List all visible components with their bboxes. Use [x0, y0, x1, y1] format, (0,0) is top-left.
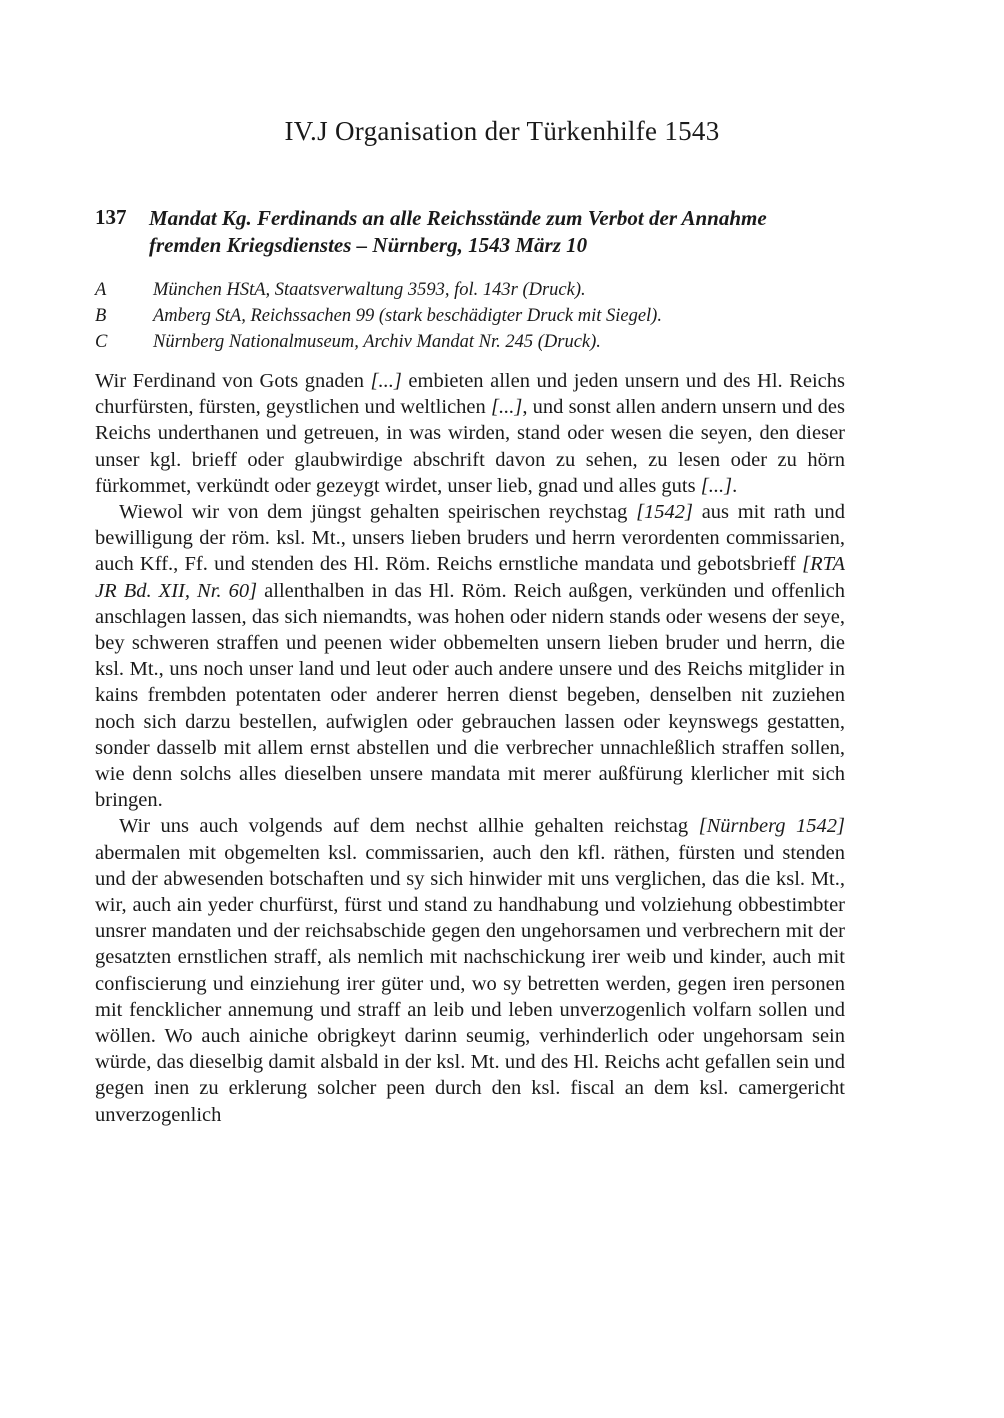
paragraph-text: , und sonst allen andern unsern und des Reichs underthanen und getreuen, in was wirden, stand oder wesen die seyen, den dieser unser kgl. brieff oder glaubwirdige abschrift davon zu sehen, zu lesen oder zu hörn fürkommet, verkündt oder gezeygt wirdet, unser lieb, gnad und alles guts [95, 396, 845, 497]
paragraph-text: embieten allen und jeden unsern und des Hl. Reichs churfürsten, fürsten, geystlichen und weltlichen [95, 370, 845, 419]
body-paragraph [95, 813, 845, 1127]
document-title [149, 205, 849, 259]
document-title-line-2: fremden Kriegsdienstes – Nürnberg, 1543 März 10 [149, 233, 588, 257]
editorial-insertion: [1542] [636, 501, 694, 524]
paragraph-text: Wir uns auch volgends auf dem nechst allhie gehalten reichstag [119, 815, 699, 838]
editorial-insertion: [...] [490, 396, 523, 419]
document-number: 137 [95, 205, 127, 229]
body-paragraph [95, 499, 845, 813]
paragraph-text: Wir Ferdinand von Gots gnaden [95, 370, 371, 392]
source-siglum: C [95, 332, 108, 352]
source-text: Amberg StA, Reichssachen 99 (stark beschädigter Druck mit Siegel). [153, 306, 662, 326]
paragraph-text: abermalen mit obgemelten ksl. commissarien, auch den kfl. räthen, fürsten und stenden und der abwesenden botschaften und sy sich hinwider mit uns verglichen, das die ksl. Mt., wir, auch ain yeder churfürst, fürst und stand zu handhabung und volziehung obbestimbter unsrer mandaten und der reichsabschide gegen den ungehorsamen und verbrechern mit der gesatzten ernstlichen straff, als nemlich mit nachschickung irer weib und kinder, auch mit confiscierung und einziehung irer güter und, wo sy betretten werden, gegen iren personen mit fencklicher annemung und straff an leib und leben unverzogenlich volfarn sollen und wöllen. Wo auch ainiche obrigkeyt darinn seumig, verhinderlich oder ungehorsam sein würde, das dieselbig damit alsbald in der ksl. Mt. und des Hl. Reichs acht gefallen sein und gegen inen zu erklerung solcher peen durch den ksl. fiscal an dem ksl. camergericht unverzogenlich [95, 841, 845, 1126]
source-entry [95, 280, 855, 306]
editorial-insertion: [...] [370, 370, 402, 392]
paragraph-text: . [732, 474, 738, 497]
source-entry [95, 306, 855, 332]
body-text [95, 368, 845, 1128]
editorial-insertion: [RTA JR Bd. XII, Nr. 60] [95, 553, 845, 602]
paragraph-text: Wiewol wir von dem jüngst gehalten speirischen reychstag [119, 501, 637, 524]
source-text: München HStA, Staatsverwaltung 3593, fol. 143r (Druck). [153, 280, 586, 300]
source-siglum: B [95, 306, 107, 326]
source-list [95, 280, 855, 358]
paragraph-text: allenthalben in das Hl. Röm. Reich außgen, verkünden und offenlich anschlagen lassen, das sich niemandts, was hohen oder nidern stands oder wesens der seye, bey schweren straffen und peenen wider obbemelten unsern lieben bruder und herrn, die ksl. Mt., uns noch unser land und leut oder auch andere unsere und des Reichs mitglider in kains frembden potentaten oder anderer herren dienst begeben, denselben nit zuziehen noch sich darzu bestellen, aufwiglen oder gebrauchen lassen oder keynswegs gestatten, sonder dasselb mit allem ernst abstellen und die verbrecher unnachleßlich straffen sollen, wie denn solchs alles dieselben unsere mandata mit merer außfürung klerlicher mit sich bringen. [95, 579, 845, 812]
body-paragraph [95, 368, 845, 499]
source-text: Nürnberg Nationalmuseum, Archiv Mandat Nr. 245 (Druck). [153, 332, 601, 352]
editorial-insertion: [Nürnberg 1542] [698, 815, 845, 838]
document-title-line-1: Mandat Kg. Ferdinands an alle Reichsstände zum Verbot der Annahme [149, 206, 767, 230]
source-entry [95, 332, 855, 358]
section-title: IV.J Organisation der Türkenhilfe 1543 [284, 116, 720, 146]
source-siglum: A [95, 280, 107, 300]
editorial-insertion: [...] [700, 474, 733, 497]
paragraph-text: aus mit rath und bewilligung der röm. ksl. Mt., unsers lieben bruders und herrn verordenten commissarien, auch Kff., Ff. und stenden des Hl. Röm. Reichs ernstliche mandata und gebotsbrieff [95, 501, 845, 576]
